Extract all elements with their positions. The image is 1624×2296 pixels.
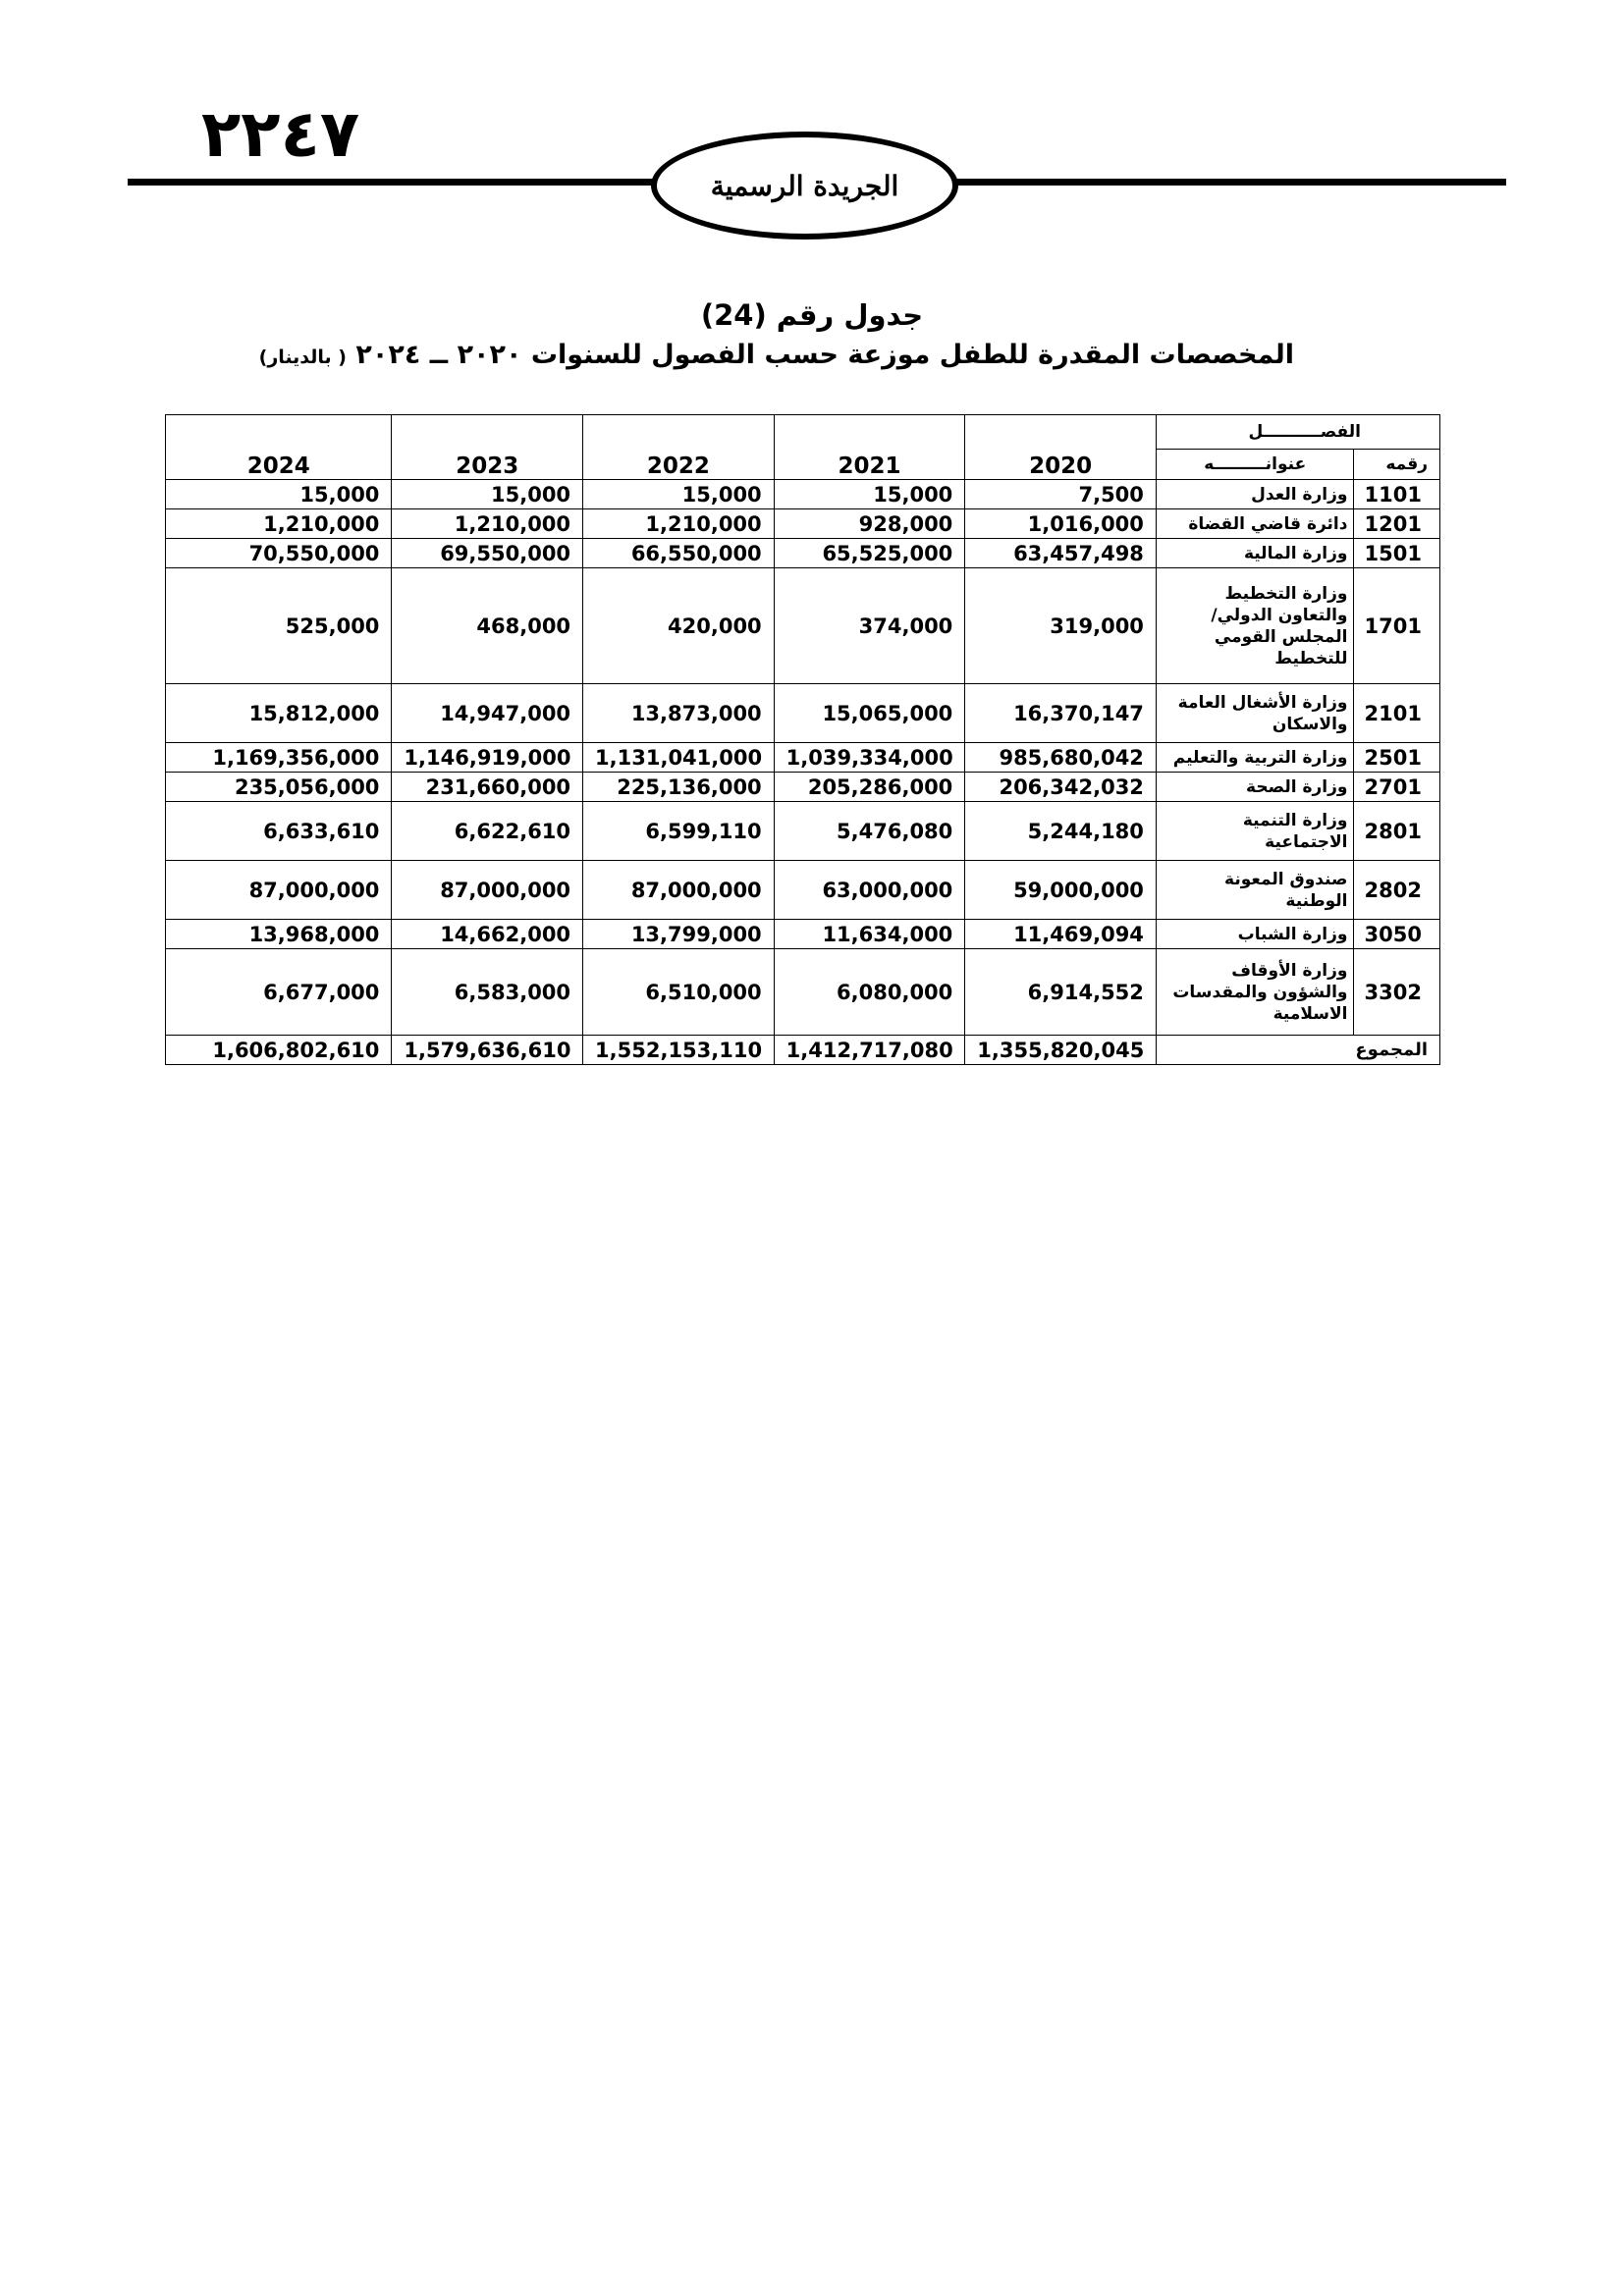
row-code: 2802 — [1354, 861, 1440, 920]
row-code: 3050 — [1354, 920, 1440, 949]
row-value-2020: 1,016,000 — [965, 509, 1157, 539]
row-value-2023: 14,947,000 — [392, 684, 583, 743]
row-code: 1501 — [1354, 539, 1440, 568]
row-value-2024: 235,056,000 — [166, 773, 392, 802]
total-value-2024: 1,606,802,610 — [166, 1036, 392, 1065]
row-value-2023: 14,662,000 — [392, 920, 583, 949]
header-chapter-group: الفصــــــــــل — [1156, 415, 1439, 450]
total-value-2022: 1,552,153,110 — [583, 1036, 775, 1065]
row-value-2021: 374,000 — [774, 568, 965, 684]
row-value-2023: 6,583,000 — [392, 949, 583, 1036]
row-value-2022: 6,599,110 — [583, 802, 775, 861]
row-title: وزارة الشباب — [1156, 920, 1354, 949]
row-value-2024: 6,677,000 — [166, 949, 392, 1036]
row-value-2024: 525,000 — [166, 568, 392, 684]
table-row — [166, 539, 1440, 568]
row-value-2022: 225,136,000 — [583, 773, 775, 802]
row-value-2023: 1,146,919,000 — [392, 743, 583, 773]
header-title: عنوانـــــــــه — [1156, 450, 1354, 480]
row-value-2022: 420,000 — [583, 568, 775, 684]
row-value-2021: 65,525,000 — [774, 539, 965, 568]
row-value-2022: 13,873,000 — [583, 684, 775, 743]
row-code: 2501 — [1354, 743, 1440, 773]
table-row — [166, 802, 1440, 861]
row-title: وزارة الصحة — [1156, 773, 1354, 802]
row-title: وزارة العدل — [1156, 480, 1354, 509]
row-title: وزارة المالية — [1156, 539, 1354, 568]
row-value-2020: 319,000 — [965, 568, 1157, 684]
row-value-2023: 6,622,610 — [392, 802, 583, 861]
row-title: دائرة قاضي القضاة — [1156, 509, 1354, 539]
row-code: 1101 — [1354, 480, 1440, 509]
row-value-2021: 15,065,000 — [774, 684, 965, 743]
row-title: صندوق المعونة الوطنية — [1156, 861, 1354, 920]
row-value-2020: 206,342,032 — [965, 773, 1157, 802]
total-value-2021: 1,412,717,080 — [774, 1036, 965, 1065]
page-number: ٢٢٤٧ — [201, 96, 360, 172]
header-year-2022: 2022 — [583, 415, 775, 480]
row-value-2024: 6,633,610 — [166, 802, 392, 861]
row-value-2023: 15,000 — [392, 480, 583, 509]
row-value-2021: 11,634,000 — [774, 920, 965, 949]
row-code: 3302 — [1354, 949, 1440, 1036]
masthead-title: الجريدة الرسمية — [710, 169, 899, 202]
row-value-2020: 63,457,498 — [965, 539, 1157, 568]
row-title: وزارة الأوقاف والشؤون والمقدسات الاسلامية — [1156, 949, 1354, 1036]
table-row — [166, 743, 1440, 773]
row-value-2024: 1,169,356,000 — [166, 743, 392, 773]
table-row — [166, 920, 1440, 949]
row-code: 1701 — [1354, 568, 1440, 684]
row-value-2020: 11,469,094 — [965, 920, 1157, 949]
row-value-2021: 6,080,000 — [774, 949, 965, 1036]
row-title: وزارة التنمية الاجتماعية — [1156, 802, 1354, 861]
row-value-2022: 87,000,000 — [583, 861, 775, 920]
table-row — [166, 949, 1440, 1036]
row-value-2022: 1,210,000 — [583, 509, 775, 539]
row-value-2021: 5,476,080 — [774, 802, 965, 861]
row-value-2023: 468,000 — [392, 568, 583, 684]
row-value-2022: 6,510,000 — [583, 949, 775, 1036]
row-value-2024: 15,812,000 — [166, 684, 392, 743]
table-subtitle-text: المخصصات المقدرة للطفل موزعة حسب الفصول للسنوات ٢٠٢٠ ــ ٢٠٢٤ — [355, 340, 1294, 370]
total-row — [166, 1036, 1440, 1065]
row-title: وزارة الأشغال العامة والاسكان — [1156, 684, 1354, 743]
table-row — [166, 773, 1440, 802]
row-code: 2801 — [1354, 802, 1440, 861]
row-code: 1201 — [1354, 509, 1440, 539]
table-body — [166, 480, 1440, 1036]
total-value-2023: 1,579,636,610 — [392, 1036, 583, 1065]
row-value-2023: 87,000,000 — [392, 861, 583, 920]
row-value-2020: 985,680,042 — [965, 743, 1157, 773]
header-year-2023: 2023 — [392, 415, 583, 480]
table-title: جدول رقم (24) — [700, 298, 924, 332]
row-value-2024: 87,000,000 — [166, 861, 392, 920]
table-row — [166, 509, 1440, 539]
row-value-2023: 1,210,000 — [392, 509, 583, 539]
table-row — [166, 568, 1440, 684]
row-value-2021: 1,039,334,000 — [774, 743, 965, 773]
row-value-2022: 15,000 — [583, 480, 775, 509]
row-title: وزارة التخطيط والتعاون الدولي/ المجلس القومي للتخطيط — [1156, 568, 1354, 684]
row-value-2020: 7,500 — [965, 480, 1157, 509]
row-value-2024: 15,000 — [166, 480, 392, 509]
header-year-2024: 2024 — [166, 415, 392, 480]
header-row-group — [166, 415, 1440, 450]
allocations-table — [165, 414, 1440, 1065]
row-value-2020: 16,370,147 — [965, 684, 1157, 743]
row-value-2021: 63,000,000 — [774, 861, 965, 920]
header-code: رقمه — [1354, 450, 1440, 480]
row-code: 2701 — [1354, 773, 1440, 802]
row-value-2024: 13,968,000 — [166, 920, 392, 949]
total-label: المجموع — [1156, 1036, 1439, 1065]
row-value-2023: 69,550,000 — [392, 539, 583, 568]
header-year-2021: 2021 — [774, 415, 965, 480]
table-row — [166, 684, 1440, 743]
header-year-2020: 2020 — [965, 415, 1157, 480]
row-value-2020: 5,244,180 — [965, 802, 1157, 861]
masthead-oval — [651, 132, 958, 240]
row-value-2022: 13,799,000 — [583, 920, 775, 949]
row-value-2022: 66,550,000 — [583, 539, 775, 568]
total-value-2020: 1,355,820,045 — [965, 1036, 1157, 1065]
row-value-2023: 231,660,000 — [392, 773, 583, 802]
row-value-2020: 59,000,000 — [965, 861, 1157, 920]
row-value-2022: 1,131,041,000 — [583, 743, 775, 773]
row-value-2021: 15,000 — [774, 480, 965, 509]
table-subtitle — [258, 340, 1294, 370]
row-value-2021: 205,286,000 — [774, 773, 965, 802]
row-value-2024: 1,210,000 — [166, 509, 392, 539]
table-unit: ( بالدينار) — [258, 347, 347, 368]
row-title: وزارة التربية والتعليم — [1156, 743, 1354, 773]
table-row — [166, 861, 1440, 920]
row-value-2021: 928,000 — [774, 509, 965, 539]
row-value-2024: 70,550,000 — [166, 539, 392, 568]
row-value-2020: 6,914,552 — [965, 949, 1157, 1036]
row-code: 2101 — [1354, 684, 1440, 743]
table-row — [166, 480, 1440, 509]
